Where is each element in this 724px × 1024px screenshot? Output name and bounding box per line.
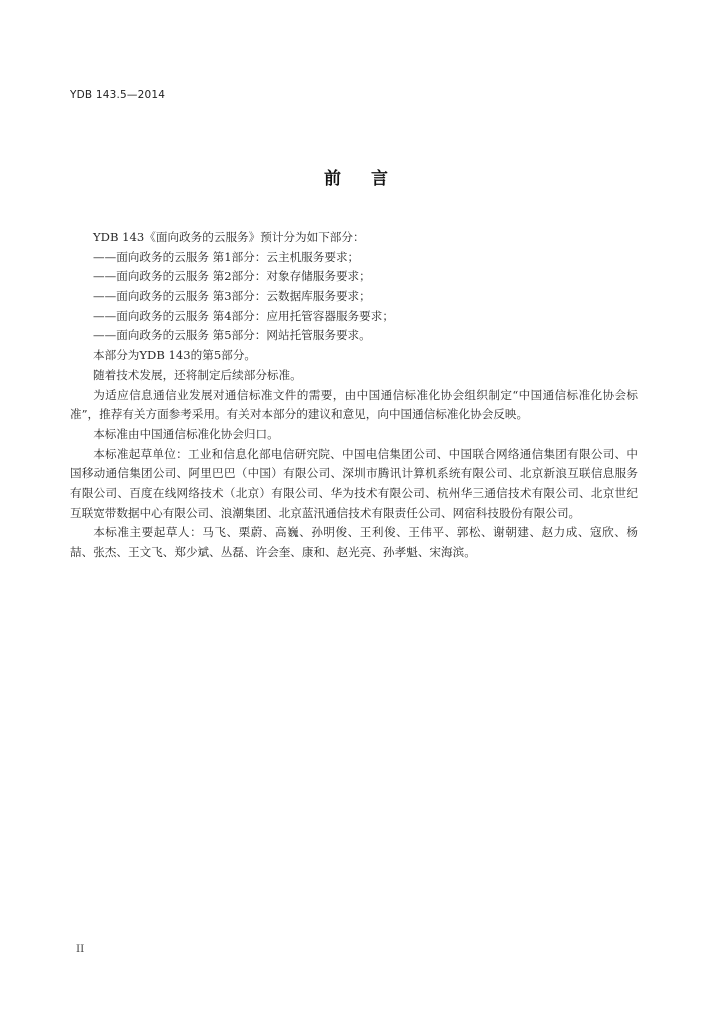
- future-parts-statement: 随着技术发展，还将制定后续部分标准。: [93, 367, 302, 382]
- this-part-statement: 本部分为YDB 143的第5部分。: [93, 348, 257, 363]
- management-paragraph: 本标准由中国通信标准化协会归口。: [93, 426, 279, 441]
- foreword-body: [70, 228, 638, 563]
- intro-lead: YDB 143《面向政务的云服务》预计分为如下部分：: [93, 230, 365, 244]
- part-list-item: ——面向政务的云服务 第5部分：网站托管服务要求。: [93, 328, 371, 343]
- part-list-item: ——面向政务的云服务 第4部分：应用托管容器服务要求；: [93, 308, 394, 323]
- part-list-item: ——面向政务的云服务 第3部分：云数据库服务要求；: [93, 289, 371, 304]
- part-list-item: ——面向政务的云服务 第1部分：云主机服务要求；: [93, 249, 360, 264]
- page-title: 前 言: [324, 169, 400, 189]
- standard-code: YDB 143.5—2014: [70, 89, 166, 101]
- part-list-item: ——面向政务的云服务 第2部分：对象存储服务要求；: [93, 269, 371, 284]
- drafting-units-paragraph: 本标准起草单位：工业和信息化部电信研究院、中国电信集团公司、中国联合网络通信集团有限公司、中国移动通信集团公司、阿里巴巴（中国）有限公司、深圳市腾讯计算机系统有限公司、北京新浪互联信息服务有限公司、百度在线网络技术（北京）有限公司、华为技术有限公司、杭州华三通信技术有限公司、北京世纪互联宽带数据中心有限公司、浪潮集团、北京蓝汛通信技术有限责任公司、网宿科技股份有限公司。: [70, 446, 638, 520]
- page-number: II: [76, 943, 85, 955]
- purpose-paragraph: 为适应信息通信业发展对通信标准文件的需要，由中国通信标准化协会组织制定“中国通信标准化协会标准”，推荐有关方面参考采用。有关对本部分的建议和意见，向中国通信标准化协会反映。: [70, 387, 638, 422]
- drafters-paragraph: 本标准主要起草人：马飞、栗蔚、高巍、孙明俊、王利俊、王伟平、郭松、谢朝建、赵力成、寇欣、杨喆、张杰、王文飞、郑少斌、丛磊、许会奎、康和、赵光亮、孙孝魁、宋海滨。: [70, 525, 638, 560]
